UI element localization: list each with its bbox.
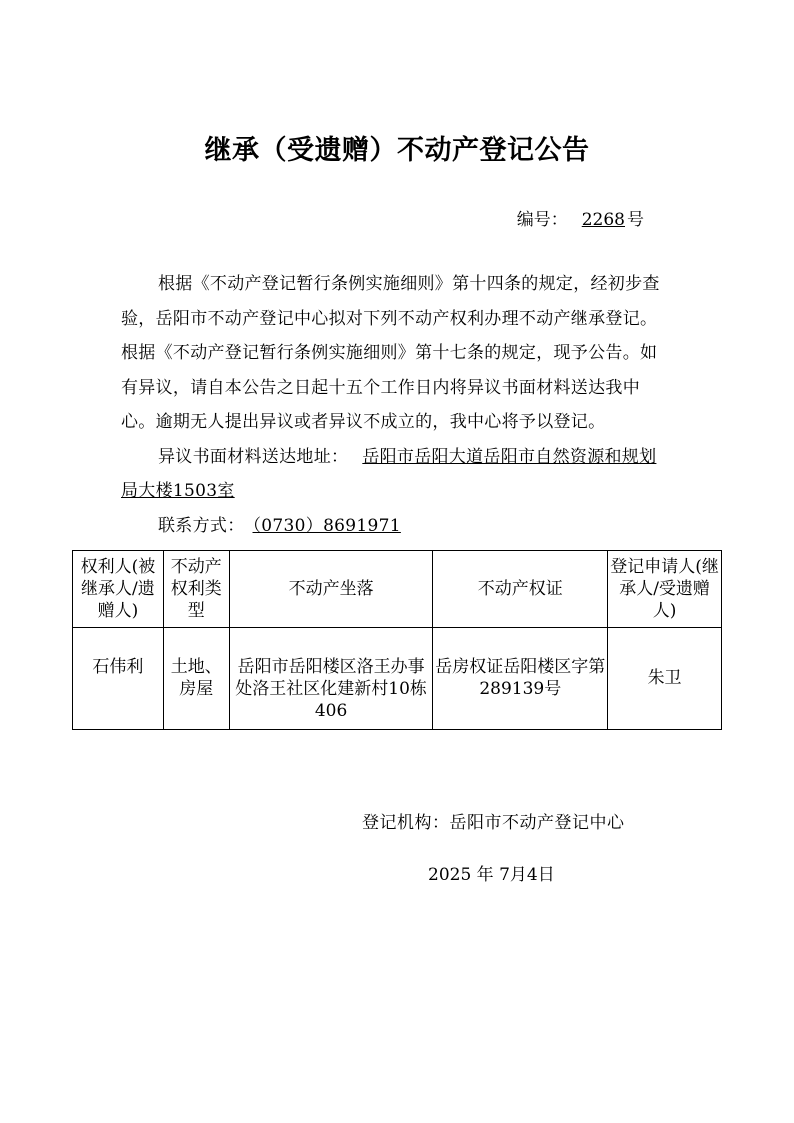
header-right-type: 不动产权利类型 <box>163 551 229 628</box>
cell-location: 岳阳市岳阳楼区洛王办事处洛王社区化建新村10栋406 <box>229 628 433 730</box>
announcement-date: 2025 年 7月4日 <box>428 865 555 885</box>
document-number <box>517 205 644 230</box>
paragraph-text: 根据《不动产登记暂行条例实施细则》第十四条的规定，经初步查验，岳阳市不动产登记中心拟对下列不动产权利办理不动产继承登记。根据《不动产登记暂行条例实施细则》第十七条的规定，现予公告。如有异议，请自本公告之日起十五个工作日内将异议书面材料送达我中心。逾期无人提出异议或者异议不成立的，我中心将予以登记。 <box>121 274 660 432</box>
address-label: 异议书面材料送达地址： <box>158 446 349 467</box>
contact-line <box>121 509 673 544</box>
header-applicant: 登记申请人(继承人/受遗赠人) <box>608 551 722 628</box>
registration-authority: 登记机构：岳阳市不动产登记中心 <box>362 813 625 833</box>
announcement-paragraph <box>121 267 673 440</box>
cell-applicant: 朱卫 <box>608 628 722 730</box>
number-value: 2268 <box>581 210 625 230</box>
cell-owner: 石伟利 <box>73 628 164 730</box>
page-title: 继承（受遗赠）不动产登记公告 <box>204 135 590 166</box>
cell-right-type: 土地、房屋 <box>163 628 229 730</box>
header-certificate: 不动产权证 <box>433 551 608 628</box>
number-suffix: 号 <box>627 210 644 230</box>
header-owner: 权利人(被继承人/遗赠人) <box>73 551 164 628</box>
table-header-row <box>73 551 722 628</box>
number-label: 编号： <box>516 210 568 230</box>
property-table <box>72 550 722 730</box>
announcement-body <box>121 267 673 543</box>
contact-label: 联系方式： <box>158 515 245 536</box>
contact-value: （0730）8691971 <box>252 515 401 536</box>
address-value: 岳阳市岳阳大道岳阳市自然资源和规划局大楼1503室 <box>121 446 657 501</box>
table-row <box>73 628 722 730</box>
cell-certificate: 岳房权证岳阳楼区字第289139号 <box>433 628 608 730</box>
header-location: 不动产坐落 <box>229 551 433 628</box>
address-line <box>121 440 673 509</box>
